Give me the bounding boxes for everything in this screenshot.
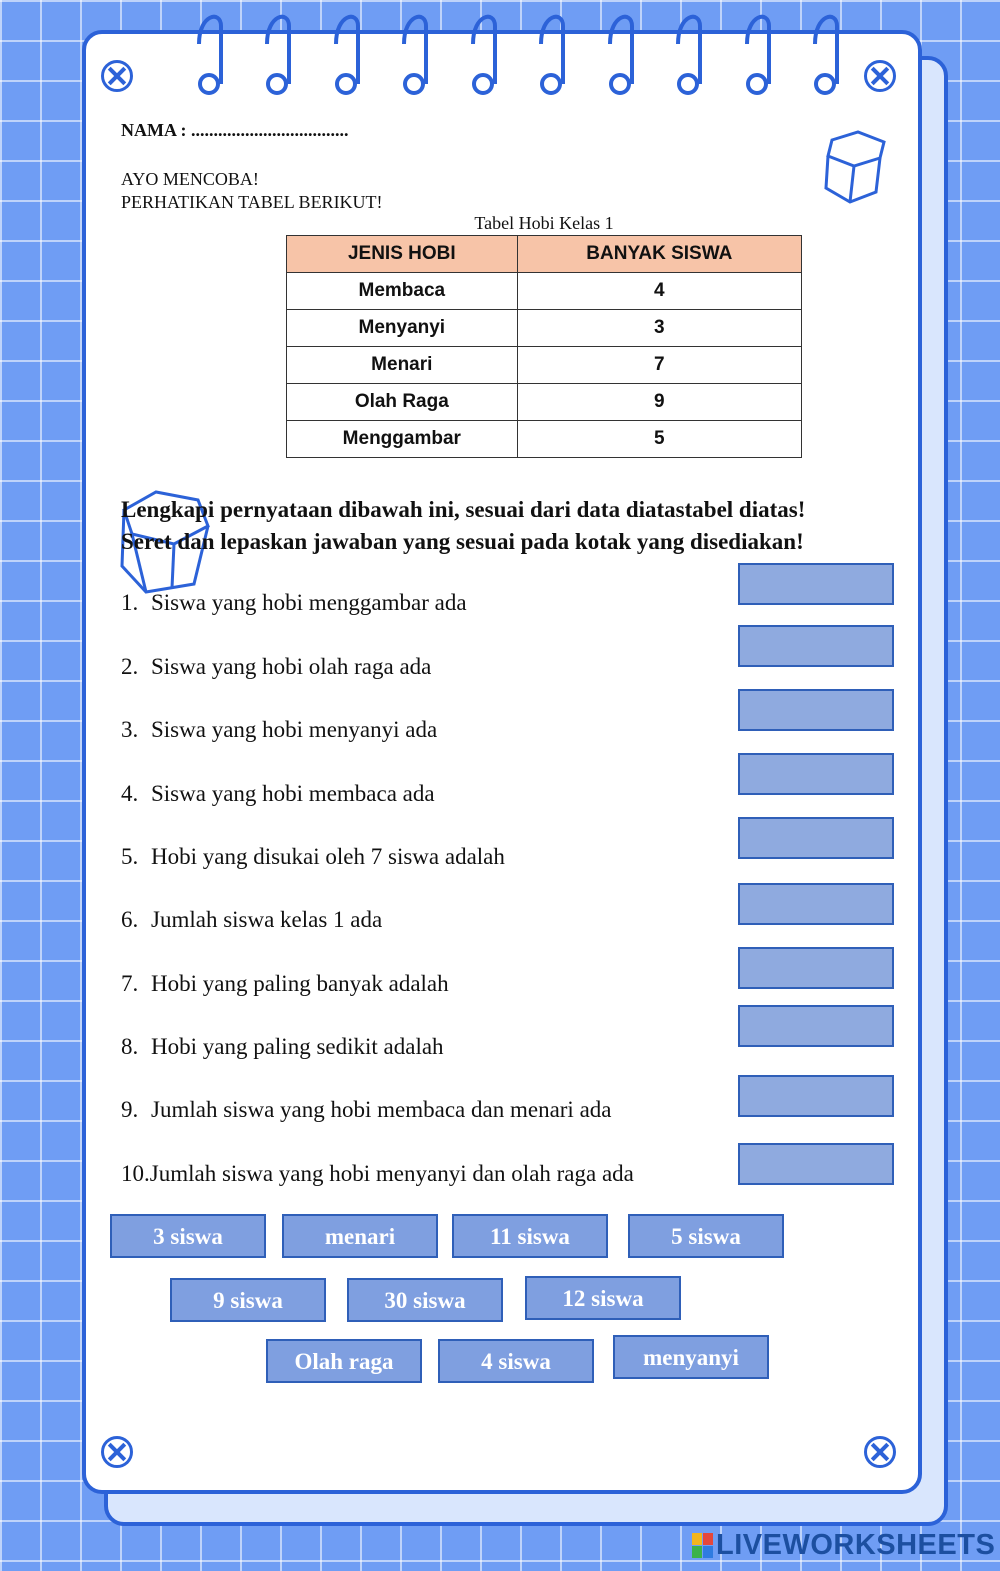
table-row xyxy=(287,347,802,384)
spiral-ring-icon xyxy=(259,4,295,100)
name-field-label: NAMA : ................................... xyxy=(121,120,349,140)
table-cell: 7 xyxy=(517,347,801,384)
question-item xyxy=(121,1097,612,1123)
screw-icon xyxy=(864,60,896,92)
answer-drop-box-8[interactable] xyxy=(738,1005,894,1047)
table-cell: Menggambar xyxy=(287,421,518,458)
question-text: Hobi yang paling banyak adalah xyxy=(151,971,449,996)
question-number: 9. xyxy=(121,1097,139,1122)
question-number: 2. xyxy=(121,654,139,679)
question-item xyxy=(121,1034,444,1060)
table-cell: 5 xyxy=(517,421,801,458)
answer-option-tile[interactable]: menari xyxy=(282,1214,438,1258)
question-number: 10. xyxy=(121,1161,150,1186)
question-item xyxy=(121,654,431,680)
intro-line-1: AYO MENCOBA! xyxy=(121,169,259,189)
question-item xyxy=(121,844,505,870)
answer-drop-box-4[interactable] xyxy=(738,753,894,795)
question-text: Siswa yang hobi menggambar ada xyxy=(151,590,467,615)
table-cell: Menyanyi xyxy=(287,310,518,347)
answer-option-tile[interactable]: menyanyi xyxy=(613,1335,769,1379)
answer-option-tile[interactable]: 4 siswa xyxy=(438,1339,594,1383)
question-text: Jumlah siswa kelas 1 ada xyxy=(151,907,383,932)
question-number: 6. xyxy=(121,907,139,932)
table-cell: 3 xyxy=(517,310,801,347)
table-caption: Tabel Hobi Kelas 1 xyxy=(474,213,614,233)
table-cell: 9 xyxy=(517,384,801,421)
answer-option-tile[interactable]: 12 siswa xyxy=(525,1276,681,1320)
question-number: 8. xyxy=(121,1034,139,1059)
answer-drop-box-10[interactable] xyxy=(738,1143,894,1185)
answer-option-tile[interactable]: 11 siswa xyxy=(452,1214,608,1258)
answer-drop-box-7[interactable] xyxy=(738,947,894,989)
question-number: 7. xyxy=(121,971,139,996)
spiral-ring-icon xyxy=(328,4,364,100)
question-text: Jumlah siswa yang hobi menyanyi dan olah raga ada xyxy=(149,1161,634,1186)
question-text: Siswa yang hobi menyanyi ada xyxy=(151,717,438,742)
answer-drop-box-3[interactable] xyxy=(738,689,894,731)
table-row xyxy=(287,421,802,458)
column-header: BANYAK SISWA xyxy=(517,236,801,273)
question-number: 5. xyxy=(121,844,139,869)
spiral-ring-icon xyxy=(602,4,638,100)
answer-option-tile[interactable]: 5 siswa xyxy=(628,1214,784,1258)
answer-drop-box-1[interactable] xyxy=(738,563,894,605)
table-row xyxy=(287,273,802,310)
answer-option-tile[interactable]: 9 siswa xyxy=(170,1278,326,1322)
liveworksheets-logo xyxy=(692,1528,995,1562)
question-item xyxy=(121,907,382,933)
screw-icon xyxy=(101,60,133,92)
answer-option-tile[interactable]: Olah raga xyxy=(266,1339,422,1383)
liveworksheets-logo-icon xyxy=(692,1531,714,1559)
table-header-row xyxy=(287,236,802,273)
answer-option-tile[interactable]: 3 siswa xyxy=(110,1214,266,1258)
answer-option-tile[interactable]: 30 siswa xyxy=(347,1278,503,1322)
question-text: Hobi yang paling sedikit adalah xyxy=(151,1034,444,1059)
spiral-ring-icon xyxy=(670,4,706,100)
screw-icon xyxy=(101,1436,133,1468)
table-cell: 4 xyxy=(517,273,801,310)
answer-drop-box-6[interactable] xyxy=(738,883,894,925)
question-text: Jumlah siswa yang hobi membaca dan menari ada xyxy=(151,1097,612,1122)
table-row xyxy=(287,310,802,347)
question-item xyxy=(121,781,435,807)
question-number: 3. xyxy=(121,717,139,742)
instruction-line-2: Seret dan lepaskan jawaban yang sesuai pada kotak yang disediakan! xyxy=(121,529,804,554)
answer-drop-box-2[interactable] xyxy=(738,625,894,667)
question-item xyxy=(121,971,449,997)
spiral-ring-icon xyxy=(396,4,432,100)
question-number: 4. xyxy=(121,781,139,806)
spiral-ring-icon xyxy=(807,4,843,100)
question-item xyxy=(121,1161,634,1187)
spiral-ring-icon xyxy=(465,4,501,100)
table-cell: Menari xyxy=(287,347,518,384)
answer-drop-box-5[interactable] xyxy=(738,817,894,859)
liveworksheets-logo-text: LIVEWORKSHEETS xyxy=(716,1528,996,1561)
instruction-line-1: Lengkapi pernyataan dibawah ini, sesuai dari data diatastabel diatas! xyxy=(121,497,806,522)
table-cell: Olah Raga xyxy=(287,384,518,421)
question-text: Siswa yang hobi olah raga ada xyxy=(151,654,432,679)
answer-drop-box-9[interactable] xyxy=(738,1075,894,1117)
question-item xyxy=(121,717,437,743)
intro-line-2: PERHATIKAN TABEL BERIKUT! xyxy=(121,192,383,212)
screw-icon xyxy=(864,1436,896,1468)
hobby-table xyxy=(286,235,802,458)
intro-text xyxy=(121,168,383,214)
question-text: Hobi yang disukai oleh 7 siswa adalah xyxy=(151,844,505,869)
question-text: Siswa yang hobi membaca ada xyxy=(151,781,435,806)
instructions xyxy=(121,494,805,558)
column-header: JENIS HOBI xyxy=(287,236,518,273)
question-item xyxy=(121,590,467,616)
hexagonal-prism-icon xyxy=(818,128,894,210)
spiral-ring-icon xyxy=(533,4,569,100)
question-number: 1. xyxy=(121,590,139,615)
table-row xyxy=(287,384,802,421)
table-cell: Membaca xyxy=(287,273,518,310)
spiral-ring-icon xyxy=(739,4,775,100)
spiral-ring-icon xyxy=(191,4,227,100)
